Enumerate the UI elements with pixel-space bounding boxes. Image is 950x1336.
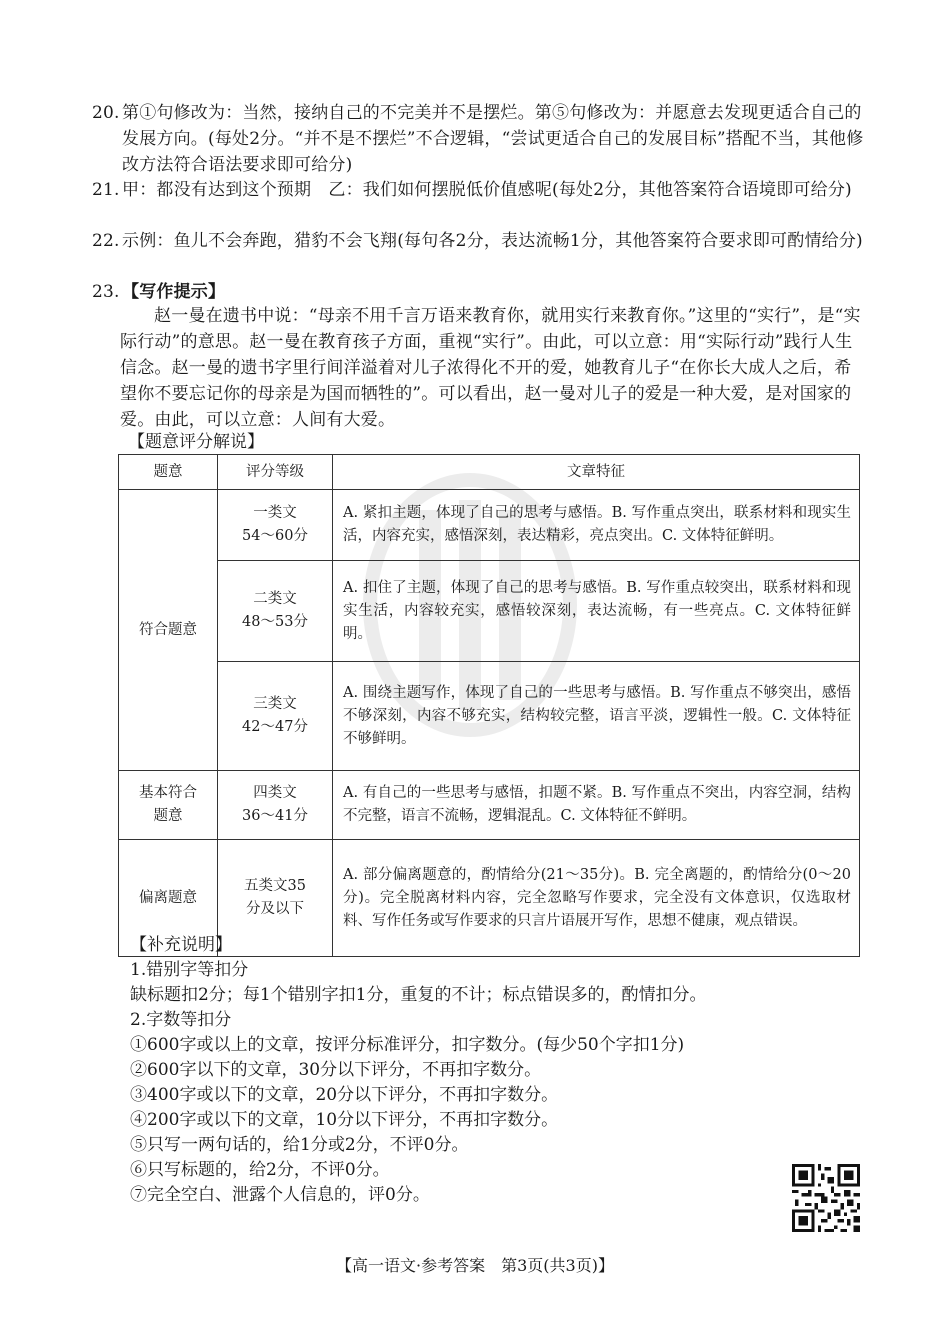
grade-range: 48～53分: [242, 614, 308, 630]
rubric-row: [119, 662, 860, 771]
question-22: [92, 228, 864, 254]
supplement-line: ⑤只写一两句话的，给1分或2分，不评0分。: [130, 1135, 469, 1155]
feature-cell: A. 紧扣主题，体现了自己的思考与感悟。B. 写作重点突出，联系材料和现实生活，内容充实，感悟深刻，表达精彩，亮点突出。C. 文体特征鲜明。: [333, 490, 860, 561]
question-answer: 甲：都没有达到这个预期 乙：我们如何摆脱低价值感呢(每处2分，其他答案符合语境即可给分): [122, 180, 852, 200]
supplement-line: ④200字或以下的文章，10分以下评分，不再扣字数分。: [130, 1110, 559, 1130]
group-basically-on-topic: [119, 771, 218, 840]
supplement-line: ③400字或以下的文章，20分以下评分，不再扣字数分。: [130, 1085, 559, 1105]
grade-range: 分及以下: [246, 901, 304, 917]
writing-hint-label: 【写作提示】: [122, 282, 226, 302]
grade-range: 36～41分: [242, 808, 308, 824]
supplement-line: 2.字数等扣分: [130, 1010, 232, 1030]
grade-label: 五类文35: [244, 878, 306, 894]
grade-label: 一类文: [253, 505, 297, 521]
grade-range: 42～47分: [242, 719, 308, 735]
question-number: 23.: [92, 282, 120, 302]
rubric-row: [119, 490, 860, 561]
rubric-title: 【题意评分解说】: [128, 432, 264, 452]
grade-cell: [218, 662, 333, 771]
header-intent: 题意: [119, 455, 218, 490]
feature-cell: A. 扣住了主题，体现了自己的思考与感悟。B. 写作重点较突出，联系材料和现实生活，内容较充实，感悟较深刻，表达流畅，有一些亮点。C. 文体特征鲜明。: [333, 561, 860, 662]
grade-cell: [218, 490, 333, 561]
grade-label: 四类文: [253, 785, 297, 801]
rubric-table: [118, 454, 860, 957]
page-footer: 【高一语文·参考答案 第3页(共3页)】: [336, 1256, 614, 1275]
question-23-heading: [92, 279, 864, 305]
rubric-header-row: [119, 455, 860, 490]
group-fully-on-topic: 符合题意: [119, 490, 218, 771]
grade-cell: [218, 771, 333, 840]
feature-cell: A. 部分偏离题意的，酌情给分(21～35分)。B. 完全离题的，酌情给分(0～20分)。完全脱离材料内容，完全忽略写作要求，完全没有文体意识，仅选取材料、写作任务或写作要求的只言片语展开写作，思想不健康，观点错误。: [333, 840, 860, 957]
question-number: 22.: [92, 231, 120, 251]
question-number: 21.: [92, 180, 120, 200]
supplement-line: 1.错别字等扣分: [130, 960, 249, 980]
qr-code-icon[interactable]: [792, 1164, 860, 1232]
feature-cell: A. 有自己的一些思考与感悟，扣题不紧。B. 写作重点不突出，内容空洞，结构不完整，语言不流畅，逻辑混乱。C. 文体特征不鲜明。: [333, 771, 860, 840]
question-20: [92, 100, 864, 178]
grade-cell: [218, 561, 333, 662]
writing-hint-text: 赵一曼在遗书中说：“母亲不用千言万语来教育你，就用实行来教育你。”这里的“实行”，是“实际行动”的意思。赵一曼在教育孩子方面，重视“实行”。由此，可以立意：用“实际行动”践行人生信念。赵一曼的遗书字里行间洋溢着对儿子浓得化不开的爱，她教育儿子“在你长大成人之后，希望你不要忘记你的母亲是为国而牺牲的”。可以看出，赵一曼对儿子的爱是一种大爱，是对国家的爱。由此，可以立意：人间有大爱。: [120, 306, 861, 430]
supplement-line: ⑦完全空白、泄露个人信息的，评0分。: [130, 1185, 430, 1205]
supplement-section: [130, 933, 870, 1208]
rubric-row: [119, 771, 860, 840]
group-label: 基本符合题意: [139, 785, 197, 824]
supplement-line: 缺标题扣2分；每1个错别字扣1分，重复的不计；标点错误多的，酌情扣分。: [130, 985, 707, 1005]
supplement-line: ②600字以下的文章，30分以下评分，不再扣字数分。: [130, 1060, 542, 1080]
feature-cell: A. 围绕主题写作，体现了自己的一些思考与感悟。B. 写作重点不够突出，感悟不够深刻，内容不够充实，结构较完整，语言平淡，逻辑性一般。C. 文体特征不够鲜明。: [333, 662, 860, 771]
group-off-topic: 偏离题意: [119, 840, 218, 957]
rubric-row: [119, 561, 860, 662]
grade-label: 二类文: [253, 591, 297, 607]
grade-label: 三类文: [253, 696, 297, 712]
supplement-line: ①600字或以上的文章，按评分标准评分，扣字数分。(每少50个字扣1分): [130, 1035, 685, 1055]
header-grade: 评分等级: [218, 455, 333, 490]
question-21: [92, 177, 864, 203]
supplement-title: 【补充说明】: [130, 935, 232, 955]
question-answer: 示例：鱼儿不会奔跑，猎豹不会飞翔(每句各2分，表达流畅1分，其他答案符合要求即可酌情给分): [122, 231, 863, 251]
supplement-line: ⑥只写标题的，给2分，不评0分。: [130, 1160, 390, 1180]
question-answer: 第①句修改为：当然，接纳自己的不完美并不是摆烂。第⑤句修改为：并愿意去发现更适合自己的发展方向。(每处2分。“并不是不摆烂”不合逻辑，“尝试更适合自己的发展目标”搭配不当，其他修改方法符合语法要求即可给分): [122, 103, 864, 175]
header-features: 文章特征: [333, 455, 860, 490]
question-number: 20.: [92, 103, 120, 123]
grade-range: 54～60分: [242, 528, 308, 544]
